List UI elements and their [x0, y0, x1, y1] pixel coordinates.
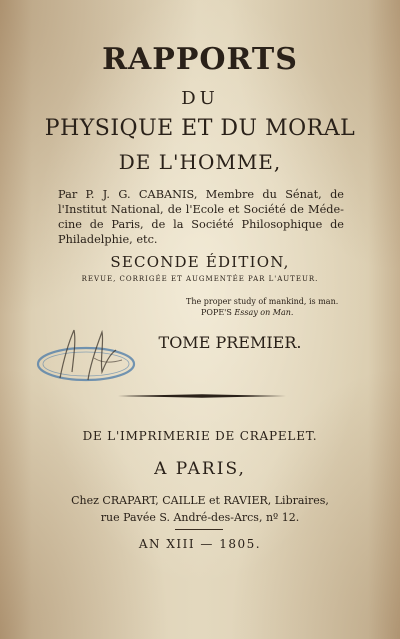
library-stamp	[30, 318, 142, 400]
title-rapports: RAPPORTS	[102, 42, 298, 77]
epigraph-work: Essay on Man.	[234, 308, 294, 317]
epigraph-quote: The proper study of mankind, is man.	[186, 297, 339, 306]
volume-label: TOME PREMIER.	[158, 333, 302, 352]
author-line: Philadelphie, etc.	[58, 233, 158, 246]
publisher-line-2: rue Pavée S. André-des-Arcs, nº 12.	[100, 511, 300, 524]
epigraph-author: POPE'S	[201, 308, 232, 317]
short-rule	[175, 529, 223, 530]
author-block	[58, 187, 344, 247]
epigraph-attribution	[180, 307, 350, 318]
epigraph	[180, 296, 350, 318]
title-physique-moral: PHYSIQUE ET DU MORAL	[44, 116, 356, 141]
edition-note: REVUE, CORRIGÉE ET AUGMENTÉE PAR L'AUTEUR.	[81, 275, 319, 283]
author-line: cine de Paris, de la Société Philosophique de	[58, 218, 344, 231]
edition-label: SECONDE ÉDITION,	[110, 253, 290, 271]
publication-date: AN XIII — 1805.	[138, 537, 262, 551]
city-line: A PARIS,	[154, 459, 246, 479]
title-de-lhomme: DE L'HOMME,	[118, 150, 282, 174]
author-line: Par P. J. G. CABANIS, Membre du Sénat, de	[58, 188, 344, 201]
title-du: DU	[181, 88, 219, 109]
publisher-line-1: Chez CRAPART, CAILLE et RAVIER, Libraires,	[71, 494, 329, 507]
printer-line: DE L'IMPRIMERIE DE CRAPELET.	[82, 429, 318, 443]
author-line: l'Institut National, de l'Ecole et Société de Méde-	[58, 203, 344, 216]
ornamental-rule	[118, 394, 286, 398]
